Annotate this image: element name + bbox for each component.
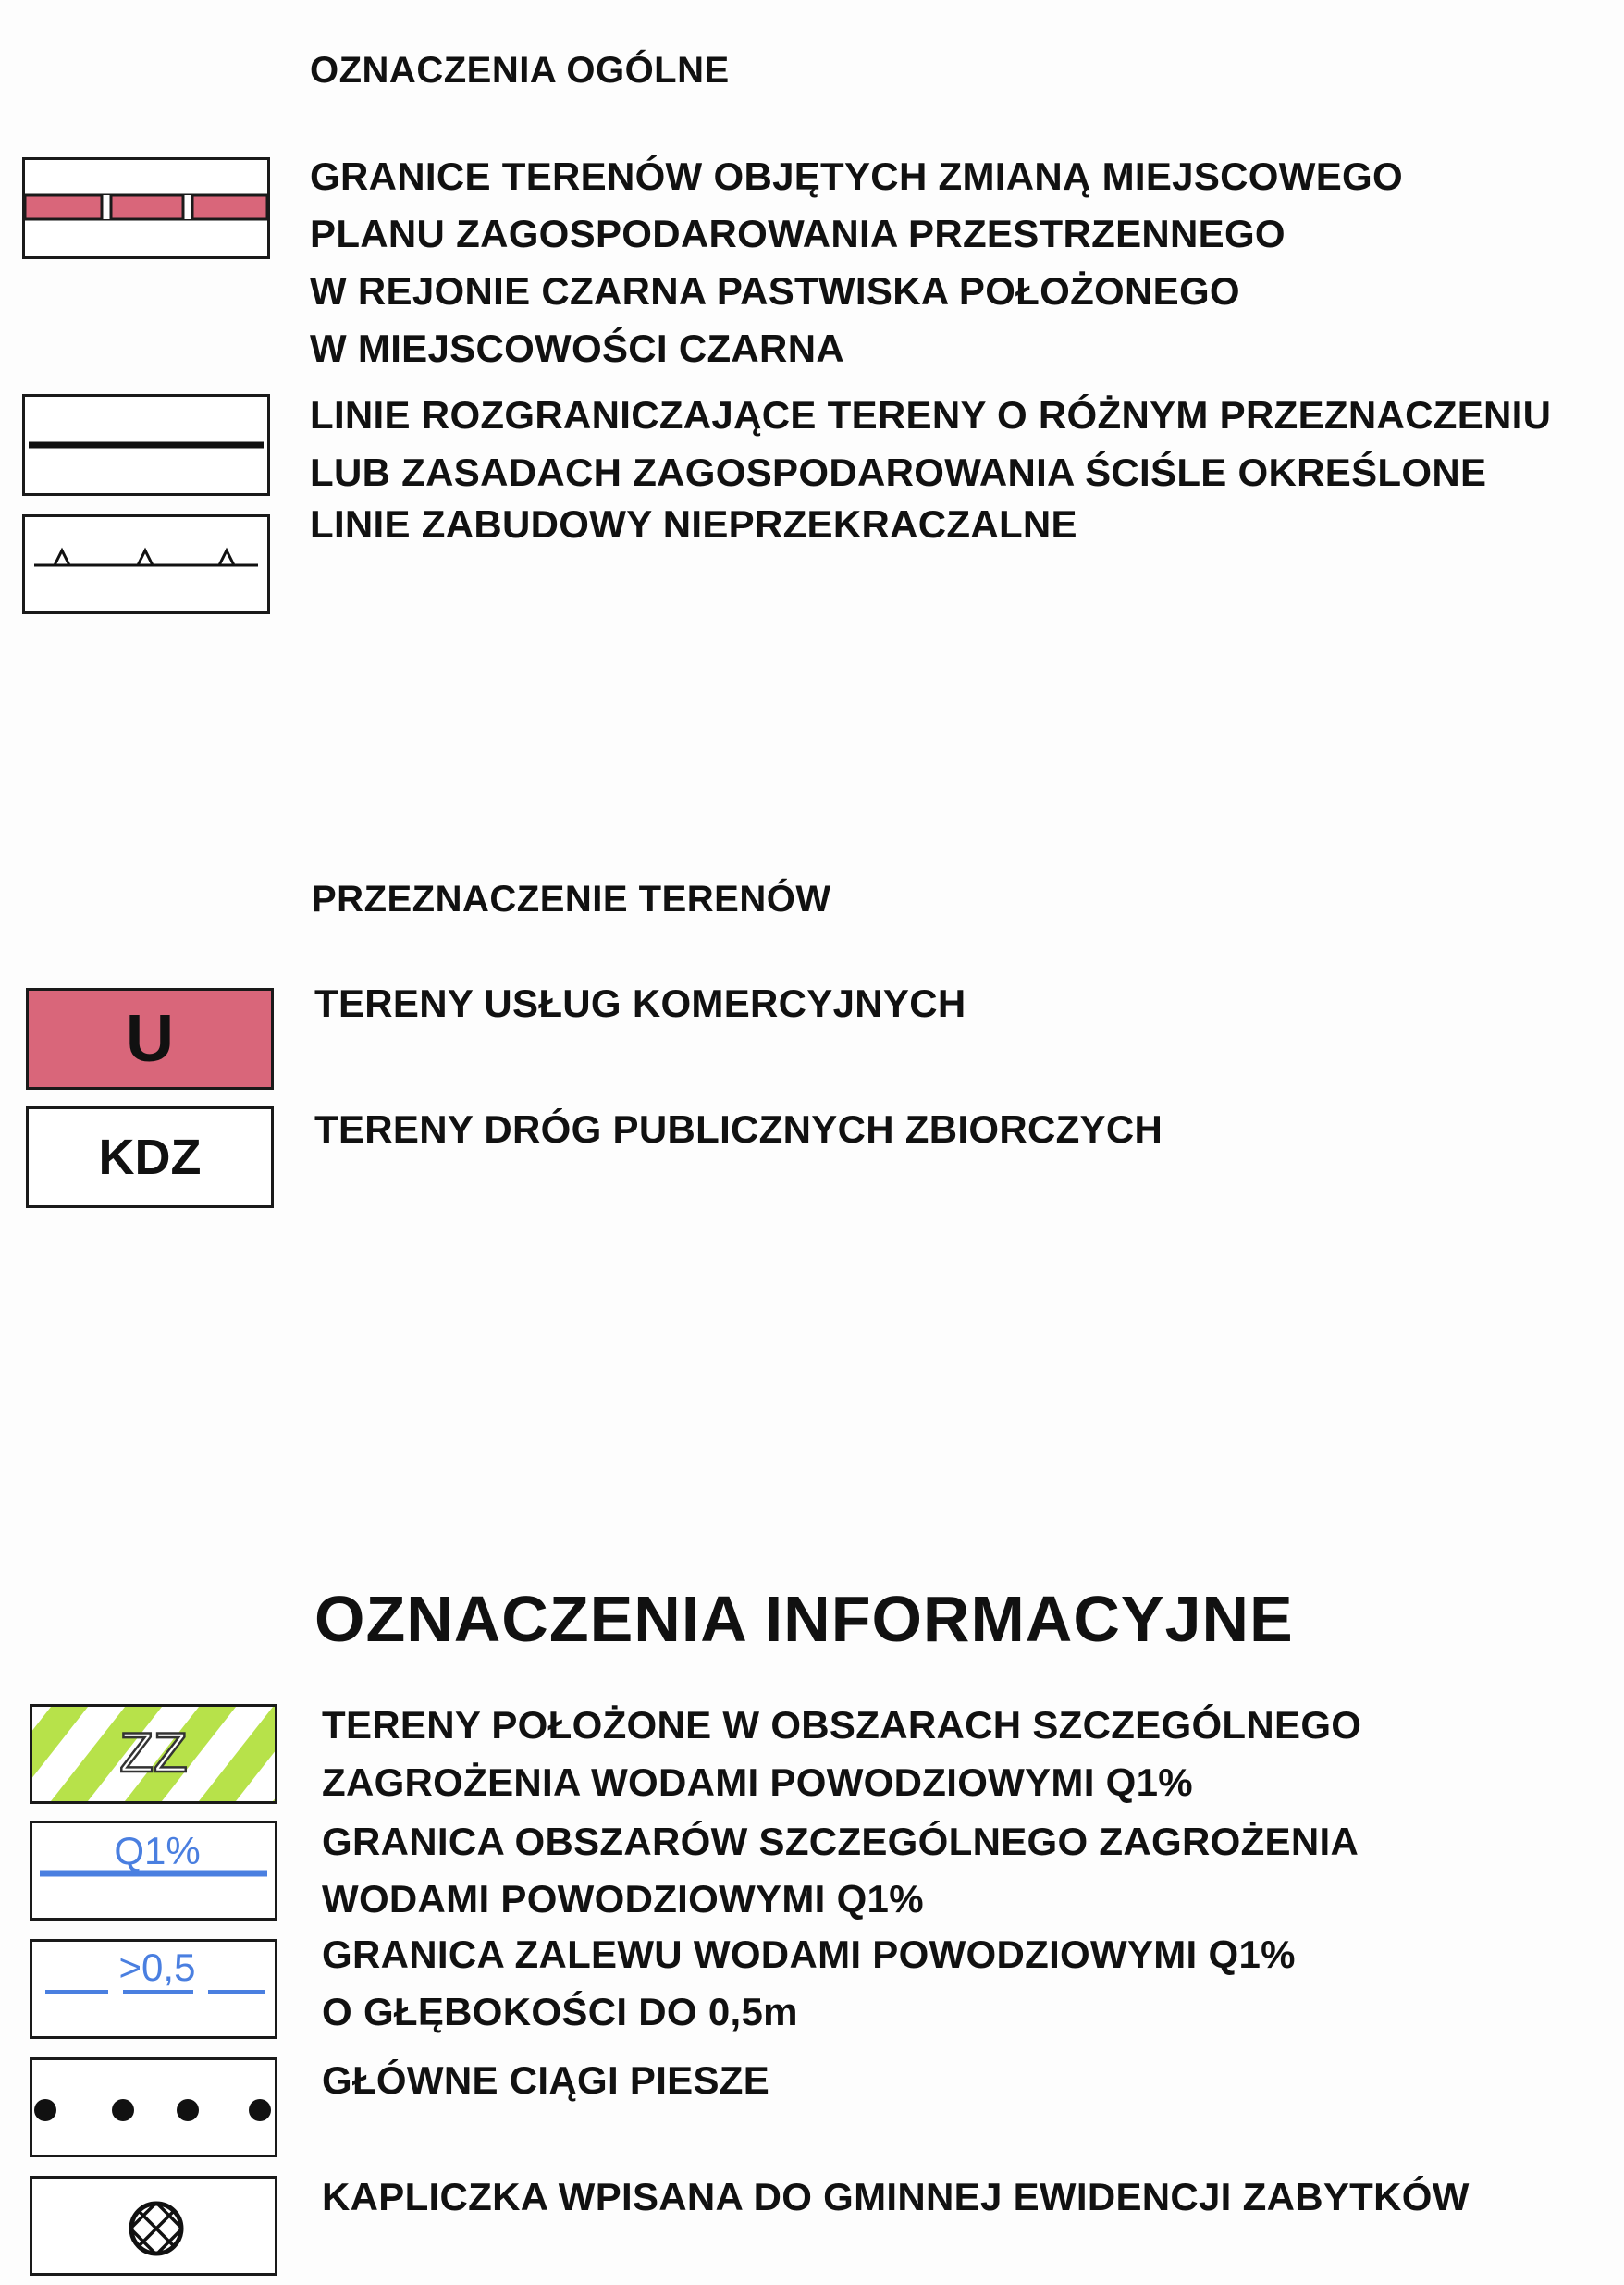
section-title-land-use: PRZEZNACZENIE TERENÓW [312, 879, 831, 920]
symbol-label-kdz: KDZ [98, 1130, 202, 1185]
legend-desc-flood-zone: TERENY POŁOŻONE W OBSZARACH SZCZEGÓLNEGO ZAGROŻENIA WODAMI POWODZIOWYMI Q1% [322, 1703, 1362, 1804]
dotted-pedestrian-path-icon [32, 2060, 275, 2155]
legend-desc-shallow-flood: GRANICA ZALEWU WODAMI POWODZIOWYMI Q1% O GŁĘBOKOŚCI DO 0,5m [322, 1933, 1296, 2033]
symbol-label-q1: Q1% [114, 1829, 201, 1872]
legend-desc-plan-boundary: GRANICE TERENÓW OBJĘTYCH ZMIANĄ MIEJSCOWEGO PLANU ZAGOSPODAROWANIA PRZESTRZENNEGO W REJONIE CZARNA PASTWISKA POŁOŻONEGO W MIEJSCOWOŚCI CZARNA [310, 154, 1403, 370]
solid-line-icon [25, 397, 267, 493]
chapel-crossed-circle-icon [32, 2179, 275, 2273]
building-line-triangles-icon [25, 517, 267, 611]
symbol-label-depth: >0,5 [118, 1945, 196, 1989]
legend-desc-building-line: LINIE ZABUDOWY NIEPRZEKRACZALNE [310, 502, 1077, 546]
legend-desc-q1-boundary: GRANICA OBSZARÓW SZCZEGÓLNEGO ZAGROŻENIA WODAMI POWODZIOWYMI Q1% [322, 1820, 1359, 1921]
blue-q1-boundary-icon [32, 1823, 275, 1918]
symbol-label-zz: ZZ [119, 1722, 188, 1784]
legend-symbol-q1-boundary [30, 1821, 277, 1921]
pink-dashed-boundary-icon [25, 160, 267, 256]
legend-symbol-demarcation-line [22, 394, 270, 496]
section-title-general: OZNACZENIA OGÓLNE [310, 50, 730, 91]
green-hatched-flood-zone-icon [32, 1707, 275, 1801]
legend-symbol-plan-boundary [22, 157, 270, 259]
legend-symbol-chapel [30, 2176, 277, 2276]
legend-symbol-pedestrian-paths [30, 2057, 277, 2157]
legend-desc-demarcation-line: LINIE ROZGRANICZAJĄCE TERENY O RÓŻNYM PRZEZNACZENIU LUB ZASADACH ZAGOSPODAROWANIA ŚCIŚLE OKREŚLONE [310, 393, 1552, 494]
section-title-info: OZNACZENIA INFORMACYJNE [314, 1583, 1294, 1655]
legend-symbol-commercial [26, 988, 274, 1090]
legend-desc-commercial: TERENY USŁUG KOMERCYJNYCH [314, 982, 966, 1025]
legend-desc-pedestrian-paths: GŁÓWNE CIĄGI PIESZE [322, 2058, 770, 2102]
symbol-label-u: U [126, 1002, 174, 1076]
legend-desc-collector-roads: TERENY DRÓG PUBLICZNYCH ZBIORCZYCH [314, 1107, 1163, 1151]
blue-dashed-depth-icon [32, 1942, 275, 2036]
legend-symbol-collector-roads [26, 1106, 274, 1208]
legend-symbol-shallow-flood [30, 1939, 277, 2039]
legend-symbol-flood-zone [30, 1704, 277, 1804]
legend-symbol-building-line [22, 514, 270, 614]
legend-desc-chapel: KAPLICZKA WPISANA DO GMINNEJ EWIDENCJI ZABYTKÓW [322, 2175, 1470, 2218]
